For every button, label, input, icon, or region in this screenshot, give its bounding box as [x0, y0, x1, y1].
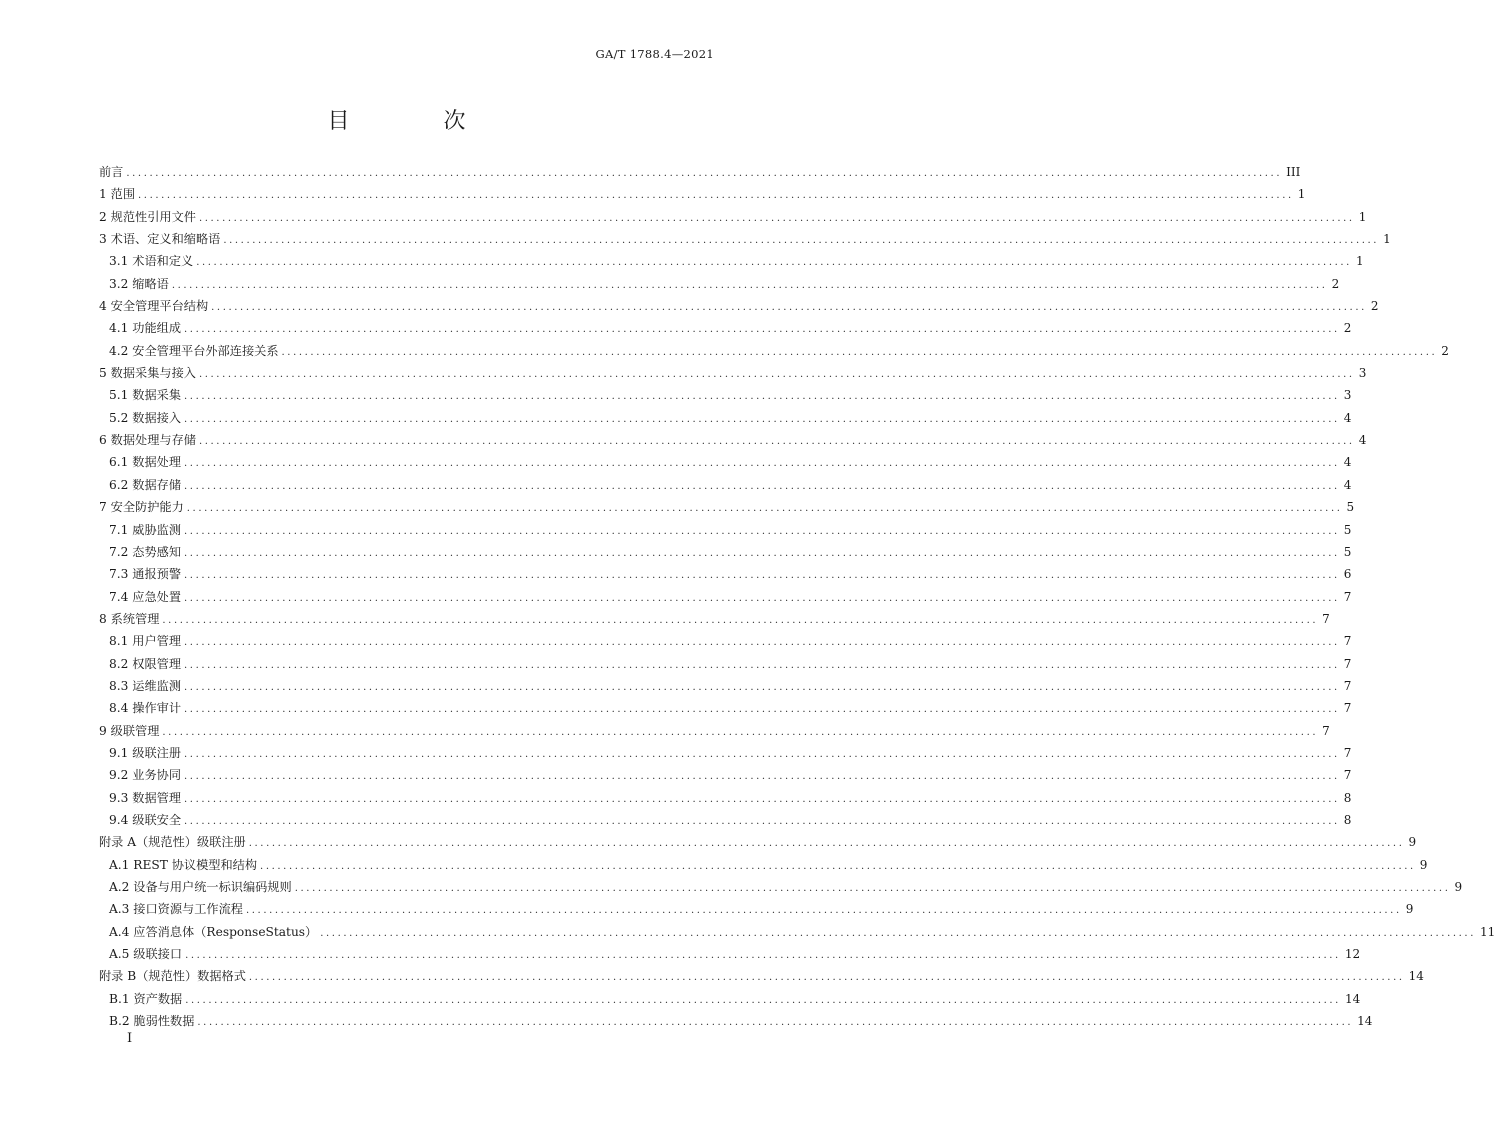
toc-dot-leader: ........................................................................................................................................................................................................: [246, 905, 1402, 917]
toc-entry-label: 8 系统管理: [99, 611, 160, 626]
toc-entry-label: A.3 接口资源与工作流程: [109, 902, 243, 917]
toc-entry-label: A.2 设备与用户统一标识编码规则: [109, 880, 292, 894]
toc-entry-page: 11: [1479, 924, 1495, 939]
toc-subsection-entry[interactable]: [99, 764, 1352, 786]
toc-subsection-entry[interactable]: [99, 273, 1340, 295]
toc-section-entry[interactable]: [99, 720, 1330, 742]
toc-section-entry[interactable]: [99, 831, 1417, 853]
toc-subsection-entry[interactable]: [99, 563, 1352, 585]
toc-entry-page: 7: [1322, 723, 1330, 738]
toc-dot-leader: ........................................................................................................................................................................................................: [320, 927, 1476, 939]
toc-subsection-entry[interactable]: [99, 317, 1352, 339]
toc-entry-page: 2: [1370, 299, 1379, 314]
toc-entry-label: 9 级联管理: [99, 723, 160, 738]
toc-subsection-entry[interactable]: [99, 742, 1352, 764]
toc-subsection-entry[interactable]: [99, 921, 1495, 943]
toc-entry-label: 5 数据采集与接入: [99, 366, 196, 381]
toc-dot-leader: ........................................................................................................................................................................................................: [184, 815, 1340, 827]
document-code: GA/T 1788.4—2021: [595, 47, 714, 61]
toc-dot-leader: ........................................................................................................................................................................................................: [184, 793, 1340, 805]
toc-entry-label: 3.2 缩略语: [109, 276, 169, 291]
toc-subsection-entry[interactable]: [99, 653, 1352, 675]
toc-entry-page: 9: [1405, 902, 1414, 917]
toc-entry-label: 8.3 运维监测: [109, 678, 182, 693]
toc-entry-label: 9.4 级联安全: [109, 812, 182, 827]
toc-dot-leader: ........................................................................................................................................................................................................: [184, 413, 1340, 425]
toc-entry-page: 9: [1419, 857, 1428, 872]
toc-dot-leader: ........................................................................................................................................................................................................: [184, 748, 1340, 760]
toc-dot-leader: ........................................................................................................................................................................................................: [162, 726, 1319, 738]
toc-entry-label: 6.1 数据处理: [109, 455, 182, 470]
toc-dot-leader: ........................................................................................................................................................................................................: [184, 525, 1340, 537]
toc-dot-leader: ........................................................................................................................................................................................................: [196, 257, 1352, 269]
toc-subsection-entry[interactable]: [99, 943, 1361, 965]
toc-section-entry[interactable]: [99, 362, 1367, 384]
toc-entry-page: 7: [1343, 589, 1352, 604]
toc-subsection-entry[interactable]: [99, 407, 1352, 429]
toc-entry-page: 1: [1355, 254, 1364, 269]
toc-entry-page: 5: [1343, 522, 1352, 537]
toc-entry-label: A.1 REST 协议模型和结构: [109, 857, 258, 872]
toc-entry-label: 7 安全防护能力: [99, 500, 184, 515]
toc-entry-label: 7.4 应急处置: [109, 589, 182, 604]
toc-dot-leader: ........................................................................................................................................................................................................: [211, 302, 1367, 314]
toc-entry-page: 14: [1408, 969, 1424, 984]
toc-dot-leader: ........................................................................................................................................................................................................: [184, 637, 1340, 649]
toc-subsection-entry[interactable]: [99, 988, 1361, 1010]
toc-entry-label: 附录 A（规范性）级联注册: [99, 835, 246, 850]
toc-dot-leader: ........................................................................................................................................................................................................: [197, 1017, 1354, 1029]
toc-dot-leader: ........................................................................................................................................................................................................: [198, 212, 1355, 224]
toc-entry-label: 8.4 操作审计: [109, 701, 182, 716]
toc-subsection-entry[interactable]: [99, 876, 1463, 898]
toc-subsection-entry[interactable]: [99, 675, 1352, 697]
toc-dot-leader: ........................................................................................................................................................................................................: [162, 614, 1319, 626]
toc-subsection-entry[interactable]: [99, 898, 1414, 920]
toc-dot-leader: ........................................................................................................................................................................................................: [184, 659, 1340, 671]
toc-entry-page: 7: [1343, 745, 1352, 760]
toc-entry-page: 4: [1343, 477, 1352, 492]
toc-entry-label: 5.2 数据接入: [109, 410, 182, 425]
toc-entry-page: 5: [1346, 500, 1355, 515]
toc-entry-page: 8: [1343, 812, 1352, 827]
toc-entry-label: A.5 级联接口: [109, 947, 183, 962]
toc-subsection-entry[interactable]: [99, 854, 1428, 876]
toc-dot-leader: ........................................................................................................................................................................................................: [223, 235, 1380, 247]
table-of-contents: [99, 161, 1495, 1032]
toc-entry-page: 14: [1357, 1014, 1373, 1029]
toc-subsection-entry[interactable]: [99, 250, 1364, 272]
toc-entry-page: 7: [1322, 611, 1330, 626]
toc-entry-page: 1: [1358, 209, 1367, 224]
toc-entry-label: B.1 资产数据: [109, 991, 183, 1006]
toc-entry-page: 7: [1343, 768, 1352, 783]
toc-dot-leader: ........................................................................................................................................................................................................: [184, 547, 1340, 559]
toc-dot-leader: ........................................................................................................................................................................................................: [248, 838, 1405, 850]
toc-section-entry[interactable]: [99, 206, 1367, 228]
toc-section-entry[interactable]: [99, 183, 1306, 205]
page-title: 目 次: [327, 109, 502, 134]
toc-section-entry[interactable]: [99, 496, 1355, 518]
toc-entry-page: 14: [1344, 991, 1361, 1006]
toc-entry-label: 6.2 数据存储: [109, 477, 182, 492]
toc-dot-leader: ........................................................................................................................................................................................................: [184, 592, 1340, 604]
toc-entry-label: 9.2 业务协同: [109, 768, 182, 783]
page-number: I: [127, 1031, 133, 1046]
toc-entry-label: 3.1 术语和定义: [109, 254, 194, 269]
toc-dot-leader: ........................................................................................................................................................................................................: [184, 391, 1340, 403]
toc-entry-page: 8: [1343, 790, 1352, 805]
toc-subsection-entry[interactable]: [99, 586, 1352, 608]
toc-entry-page: 2: [1331, 276, 1340, 291]
toc-dot-leader: ........................................................................................................................................................................................................: [260, 860, 1416, 872]
toc-entry-label: 2 规范性引用文件: [99, 209, 196, 224]
toc-dot-leader: ........................................................................................................................................................................................................: [281, 346, 1438, 358]
toc-entry-page: 7: [1343, 634, 1352, 649]
toc-section-entry[interactable]: [99, 161, 1301, 183]
toc-entry-label: 1 范围: [99, 187, 136, 202]
toc-entry-label: 8.2 权限管理: [109, 656, 182, 671]
toc-entry-page: 2: [1441, 343, 1449, 358]
toc-entry-label: 8.1 用户管理: [109, 634, 182, 649]
toc-dot-leader: ........................................................................................................................................................................................................: [294, 883, 1451, 894]
toc-entry-label: 9.1 级联注册: [109, 745, 182, 760]
toc-entry-label: 3 术语、定义和缩略语: [99, 232, 221, 247]
toc-entry-label: 7.2 态势感知: [109, 544, 182, 559]
toc-subsection-entry[interactable]: [99, 519, 1352, 541]
toc-entry-label: 6 数据处理与存储: [99, 433, 196, 448]
toc-section-entry[interactable]: [99, 228, 1391, 250]
toc-dot-leader: ........................................................................................................................................................................................................: [184, 570, 1340, 582]
toc-entry-label: 7.1 威胁监测: [109, 522, 182, 537]
toc-dot-leader: ........................................................................................................................................................................................................: [198, 369, 1355, 381]
toc-dot-leader: ........................................................................................................................................................................................................: [184, 681, 1340, 693]
toc-section-entry[interactable]: [99, 965, 1424, 987]
toc-entry-page: 3: [1358, 366, 1367, 381]
toc-entry-page: 1: [1297, 187, 1306, 202]
toc-entry-label: 4.2 安全管理平台外部连接关系: [109, 343, 279, 358]
toc-entry-label: 5.1 数据采集: [109, 388, 182, 403]
toc-entry-page: 4: [1343, 410, 1352, 425]
toc-section-entry[interactable]: [99, 295, 1379, 317]
toc-entry-page: 4: [1343, 455, 1352, 470]
toc-dot-leader: ........................................................................................................................................................................................................: [184, 480, 1340, 492]
toc-subsection-entry[interactable]: [99, 809, 1352, 831]
toc-dot-leader: ........................................................................................................................................................................................................: [171, 279, 1328, 291]
toc-dot-leader: ........................................................................................................................................................................................................: [184, 771, 1340, 783]
toc-dot-leader: ........................................................................................................................................................................................................: [184, 458, 1340, 470]
toc-subsection-entry[interactable]: [99, 541, 1352, 563]
toc-subsection-entry[interactable]: [99, 1010, 1373, 1032]
toc-entry-page: 2: [1343, 321, 1352, 336]
toc-entry-label: 前言: [99, 165, 124, 179]
toc-entry-page: 7: [1343, 656, 1352, 671]
toc-section-entry[interactable]: [99, 608, 1330, 630]
toc-subsection-entry[interactable]: [99, 697, 1352, 719]
toc-entry-page: 3: [1343, 388, 1352, 403]
toc-dot-leader: ........................................................................................................................................................................................................: [184, 324, 1340, 336]
toc-dot-leader: ........................................................................................................................................................................................................: [126, 168, 1283, 179]
toc-entry-page: 9: [1454, 880, 1463, 894]
toc-entry-label: 9.3 数据管理: [109, 790, 182, 805]
toc-dot-leader: ........................................................................................................................................................................................................: [186, 503, 1343, 515]
toc-subsection-entry[interactable]: [99, 630, 1352, 652]
toc-subsection-entry[interactable]: [99, 384, 1352, 406]
toc-entry-page: 12: [1344, 947, 1361, 962]
toc-entry-label: 4 安全管理平台结构: [99, 299, 209, 314]
toc-section-entry[interactable]: [99, 429, 1367, 451]
toc-subsection-entry[interactable]: [99, 451, 1352, 473]
toc-subsection-entry[interactable]: [99, 474, 1352, 496]
toc-subsection-entry[interactable]: [99, 340, 1449, 362]
toc-dot-leader: ........................................................................................................................................................................................................: [184, 704, 1340, 716]
toc-dot-leader: ........................................................................................................................................................................................................: [185, 994, 1341, 1006]
toc-entry-page: 4: [1358, 433, 1367, 448]
toc-entry-label: 7.3 通报预警: [109, 567, 182, 582]
toc-entry-page: 1: [1383, 232, 1391, 247]
toc-entry-label: 4.1 功能组成: [109, 321, 182, 336]
toc-entry-page: 7: [1343, 701, 1352, 716]
toc-entry-page: 5: [1343, 544, 1352, 559]
toc-entry-label: B.2 脆弱性数据: [109, 1014, 195, 1029]
toc-entry-page: 7: [1343, 678, 1352, 693]
toc-entry-page: 9: [1408, 835, 1417, 850]
toc-entry-label: 附录 B（规范性）数据格式: [99, 969, 246, 984]
toc-entry-page: III: [1286, 165, 1301, 179]
toc-entry-page: 6: [1343, 567, 1352, 582]
toc-dot-leader: ........................................................................................................................................................................................................: [138, 190, 1294, 202]
toc-dot-leader: ........................................................................................................................................................................................................: [198, 436, 1355, 448]
toc-entry-label: A.4 应答消息体（ResponseStatus）: [109, 924, 318, 939]
toc-dot-leader: ........................................................................................................................................................................................................: [185, 950, 1341, 962]
toc-dot-leader: ........................................................................................................................................................................................................: [248, 972, 1405, 984]
toc-subsection-entry[interactable]: [99, 787, 1352, 809]
